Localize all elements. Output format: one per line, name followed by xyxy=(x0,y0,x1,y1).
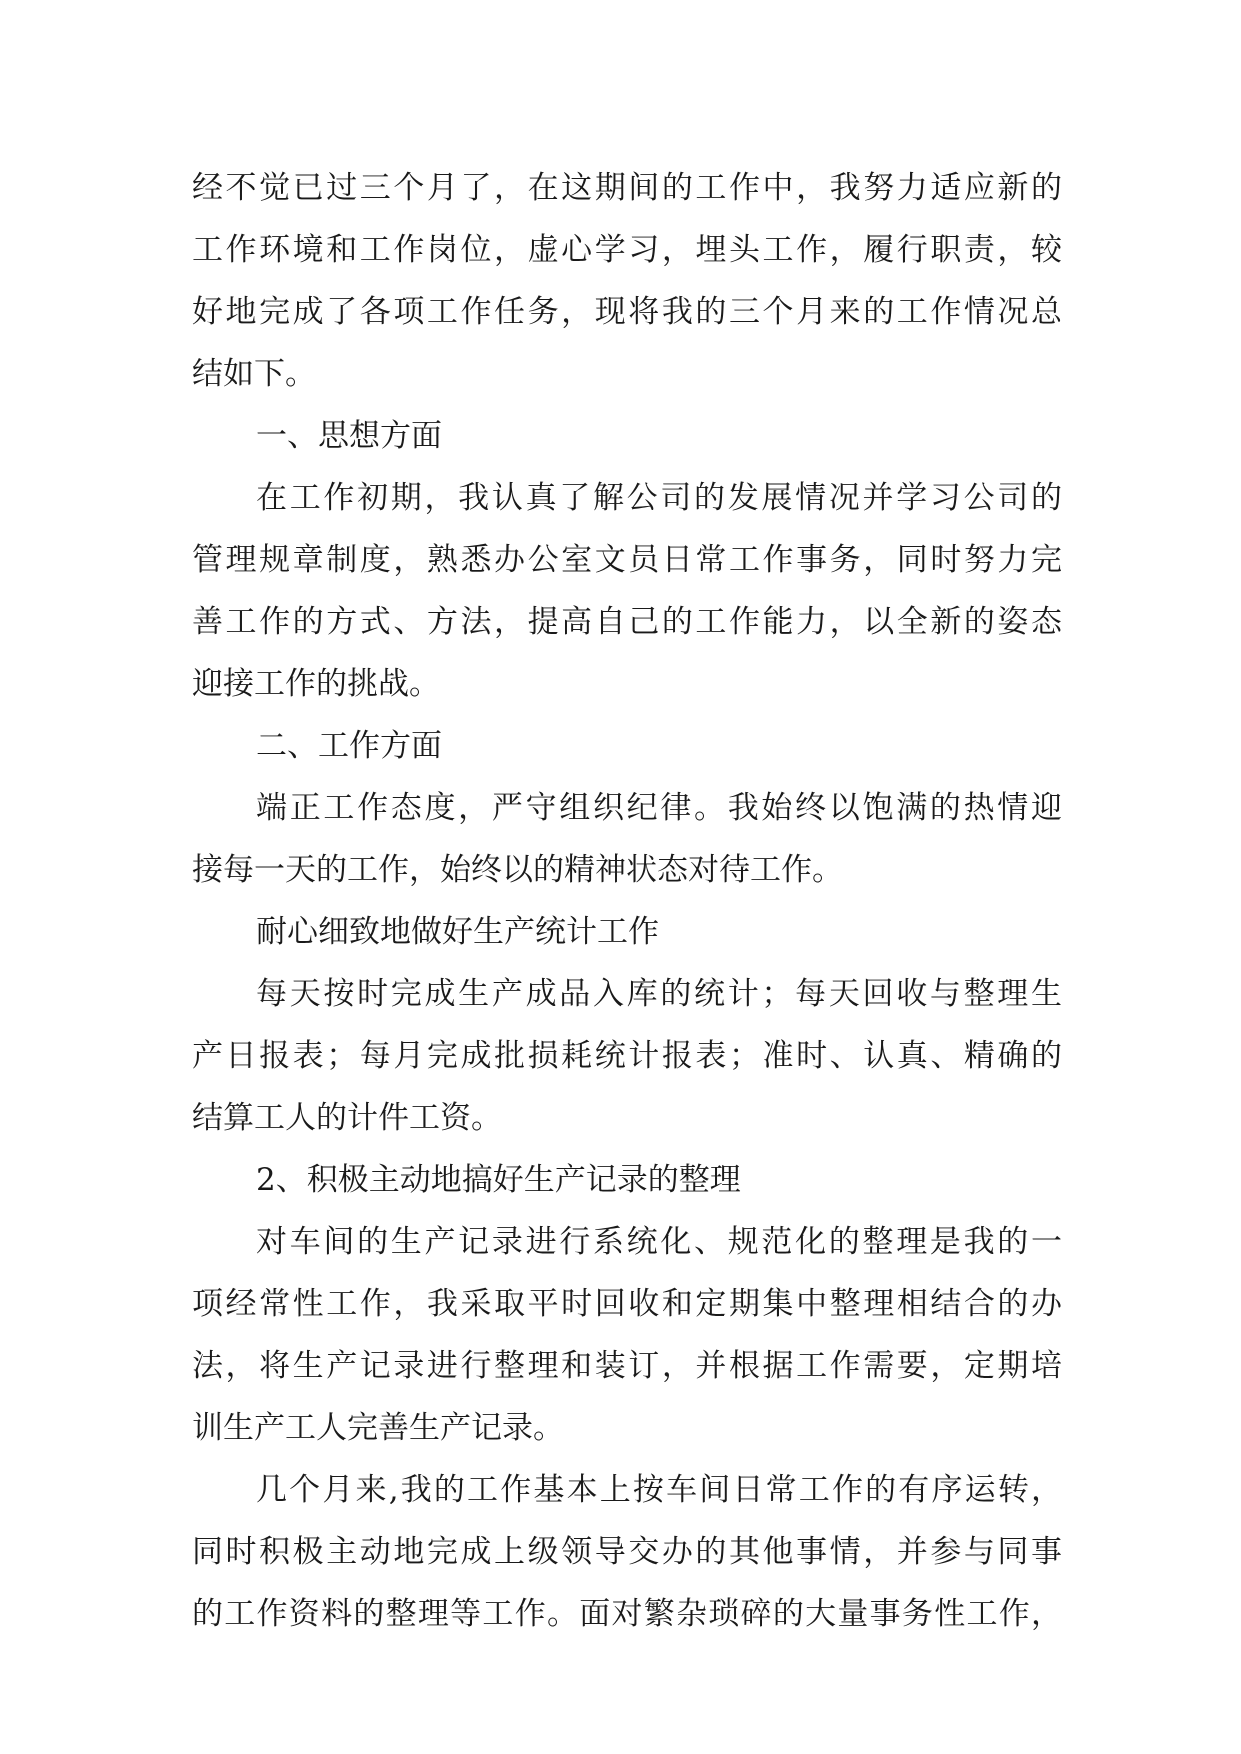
text-line: 接每一天的工作，始终以的精神状态对待工作。 xyxy=(192,852,843,888)
text-line: 产日报表；每月完成批损耗统计报表；准时、认真、精确的 xyxy=(192,1038,1062,1074)
text-line: 经不觉已过三个月了，在这期间的工作中，我努力适应新的 xyxy=(192,170,1062,206)
text-line: 好地完成了各项工作任务，现将我的三个月来的工作情况总 xyxy=(192,294,1062,330)
text-line: 训生产工人完善生产记录。 xyxy=(192,1410,564,1446)
text-line: 一、思想方面 xyxy=(256,418,442,454)
text-line: 在工作初期，我认真了解公司的发展情况并学习公司的 xyxy=(256,480,1062,516)
text-line: 善工作的方式、方法，提高自己的工作能力，以全新的姿态 xyxy=(192,604,1062,640)
text-line: 每天按时完成生产成品入库的统计；每天回收与整理生 xyxy=(256,976,1062,1012)
text-line: 耐心细致地做好生产统计工作 xyxy=(256,914,659,950)
text-line: 结算工人的计件工资。 xyxy=(192,1100,502,1136)
text-line: 对车间的生产记录进行系统化、规范化的整理是我的一 xyxy=(256,1224,1062,1260)
text-line: 2、积极主动地搞好生产记录的整理 xyxy=(256,1162,741,1198)
text-line: 几个月来,我的工作基本上按车间日常工作的有序运转， xyxy=(256,1472,1062,1508)
text-line: 同时积极主动地完成上级领导交办的其他事情，并参与同事 xyxy=(192,1534,1062,1570)
text-line: 管理规章制度，熟悉办公室文员日常工作事务，同时努力完 xyxy=(192,542,1062,578)
text-line: 的工作资料的整理等工作。面对繁杂琐碎的大量事务性工作， xyxy=(192,1596,1062,1632)
text-line: 法，将生产记录进行整理和装订，并根据工作需要，定期培 xyxy=(192,1348,1062,1384)
text-line: 项经常性工作，我采取平时回收和定期集中整理相结合的办 xyxy=(192,1286,1062,1322)
text-line: 工作环境和工作岗位，虚心学习，埋头工作，履行职责，较 xyxy=(192,232,1062,268)
body-text xyxy=(192,157,1062,1645)
text-line: 端正工作态度，严守组织纪律。我始终以饱满的热情迎 xyxy=(256,790,1062,826)
text-line: 二、工作方面 xyxy=(256,728,442,764)
text-line: 迎接工作的挑战。 xyxy=(192,666,440,702)
text-line: 结如下。 xyxy=(192,356,316,392)
